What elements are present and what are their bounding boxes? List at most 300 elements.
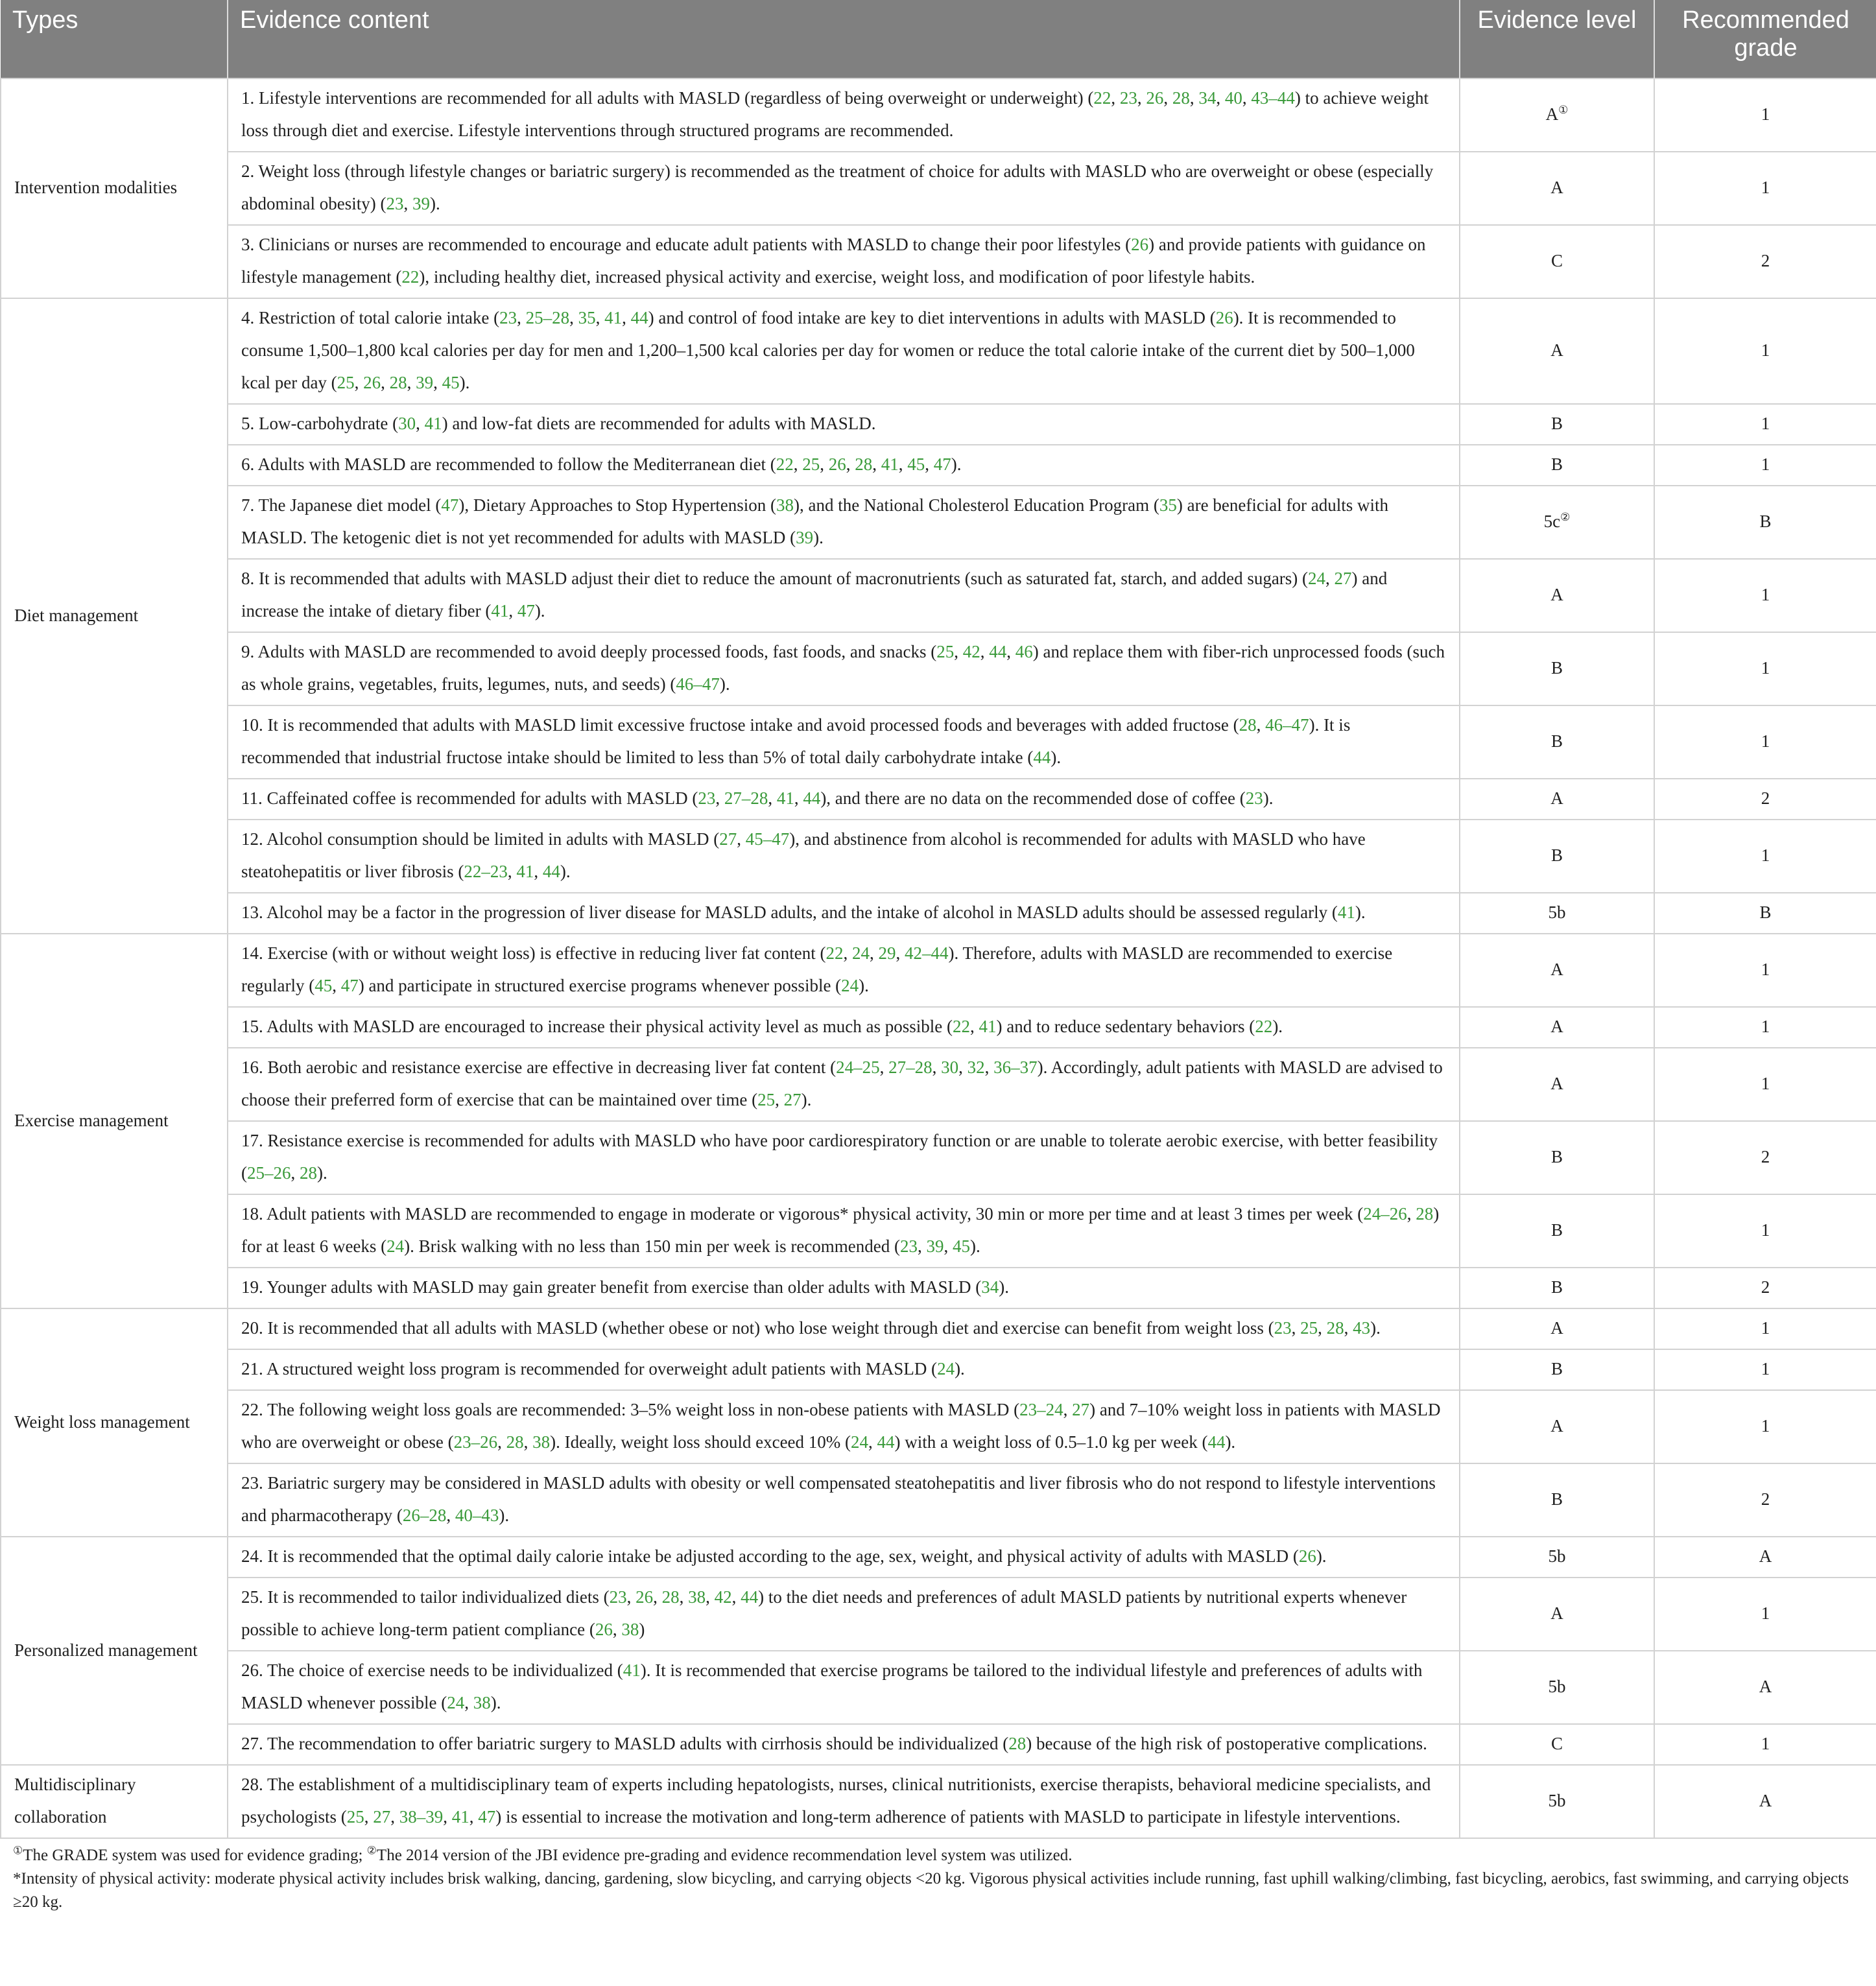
type-cell: Weight loss management (1, 1308, 228, 1537)
content-text: , (534, 862, 543, 881)
reference-link[interactable]: 39 (926, 1236, 944, 1256)
evidence-level-value: B (1550, 731, 1563, 751)
evidence-level-value: 5c (1543, 512, 1561, 531)
reference-link[interactable]: 41 (881, 455, 899, 474)
footnote-marker-1: ① (13, 1844, 23, 1857)
reference-link[interactable]: 42–44 (905, 943, 949, 963)
recommended-grade-cell: 1 (1654, 1308, 1876, 1349)
reference-link[interactable]: 41 (623, 1661, 641, 1680)
content-text: 19. Younger adults with MASLD may gain greater benefit from exercise than older adults with MASLD ( (241, 1277, 982, 1297)
reference-link[interactable]: 42 (962, 642, 980, 661)
evidence-level-value: C (1550, 1734, 1563, 1753)
reference-link[interactable]: 25 (337, 373, 355, 392)
evidence-content-cell (228, 486, 1460, 559)
evidence-level-value: A (1550, 1416, 1563, 1436)
reference-link[interactable]: 47 (340, 976, 359, 995)
table-row (1, 1537, 1876, 1578)
recommended-grade-cell: A (1654, 1765, 1876, 1838)
content-text: , (446, 1506, 455, 1525)
reference-link[interactable]: 28 (855, 455, 873, 474)
reference-link[interactable]: 26–28 (402, 1506, 447, 1525)
table-row (1, 152, 1876, 225)
reference-link[interactable]: 27 (719, 829, 737, 849)
content-text: 12. Alcohol consumption should be limited in adults with MASLD ( (241, 829, 720, 849)
reference-link[interactable]: 28 (1416, 1204, 1434, 1224)
reference-link[interactable]: 22 (825, 943, 844, 963)
content-text: , (932, 1058, 942, 1077)
reference-link[interactable]: 45 (953, 1236, 971, 1256)
reference-link[interactable]: 38 (473, 1693, 491, 1712)
reference-link[interactable]: 25 (346, 1807, 364, 1826)
reference-link[interactable]: 36–37 (993, 1058, 1038, 1077)
evidence-level-cell (1460, 445, 1654, 486)
recommended-grade-cell: B (1654, 893, 1876, 934)
reference-link[interactable]: 44 (877, 1432, 895, 1452)
reference-link[interactable]: 42 (714, 1587, 732, 1607)
content-text: ) (639, 1620, 645, 1639)
table-row (1, 893, 1876, 934)
reference-link[interactable]: 32 (967, 1058, 985, 1077)
evidence-content-cell (228, 820, 1460, 893)
header-row (1, 0, 1876, 78)
reference-link[interactable]: 47 (517, 601, 535, 621)
reference-link[interactable]: 38 (776, 495, 794, 515)
reference-link[interactable]: 27 (1334, 569, 1352, 588)
content-text: , (508, 601, 517, 621)
reference-link[interactable]: 24 (386, 1236, 405, 1256)
recommended-grade-cell: 1 (1654, 445, 1876, 486)
content-text: , (1111, 88, 1120, 108)
reference-link[interactable]: 30 (398, 414, 416, 433)
content-text: , (622, 308, 631, 327)
reference-link[interactable]: 43–44 (1251, 88, 1295, 108)
reference-link[interactable]: 45–47 (745, 829, 790, 849)
content-text: ), including healthy diet, increased physical activity and exercise, weight loss, and modification of poor lifestyle habits. (419, 267, 1255, 287)
evidence-level-value: A (1550, 340, 1563, 360)
evidence-level-value: A (1550, 1603, 1563, 1623)
table-row (1, 632, 1876, 705)
evidence-level-cell (1460, 225, 1654, 298)
recommended-grade-cell: 1 (1654, 820, 1876, 893)
reference-link[interactable]: 41 (1337, 903, 1355, 922)
content-text: ), Dietary Approaches to Stop Hypertension ( (458, 495, 777, 515)
reference-link[interactable]: 28 (389, 373, 407, 392)
recommended-grade-cell: 1 (1654, 78, 1876, 152)
content-text: ) is essential to increase the motivation and long-term adherence of patients with MASLD to participate in lifestyle interventions. (495, 1807, 1401, 1826)
content-text: ) because of the high risk of postoperative complications. (1026, 1734, 1427, 1753)
content-text: 22. The following weight loss goals are recommended: 3–5% weight loss in non-obese patients with MASLD ( (241, 1400, 1020, 1419)
reference-link[interactable]: 38 (532, 1432, 551, 1452)
evidence-level-value: B (1550, 1220, 1563, 1240)
content-text: , (626, 1587, 636, 1607)
evidence-level-cell (1460, 404, 1654, 445)
reference-link[interactable]: 26 (1215, 308, 1233, 327)
content-text: ) with a weight loss of 0.5–1.0 kg per week ( (894, 1432, 1208, 1452)
reference-link[interactable]: 44 (741, 1587, 759, 1607)
evidence-level-cell (1460, 1578, 1654, 1651)
evidence-level-cell (1460, 632, 1654, 705)
content-text: ). (1263, 788, 1274, 808)
content-text: , (958, 1058, 968, 1077)
content-text: , (464, 1693, 473, 1712)
content-text: , (984, 1058, 994, 1077)
reference-link[interactable]: 41 (451, 1807, 469, 1826)
reference-link[interactable]: 24 (447, 1693, 465, 1712)
evidence-content-cell (228, 1537, 1460, 1578)
reference-link[interactable]: 28 (1172, 88, 1190, 108)
evidence-level-value: 5b (1548, 1791, 1566, 1810)
table-row (1, 1651, 1876, 1724)
recommended-grade-cell: 1 (1654, 632, 1876, 705)
footnote-marker: ② (1560, 511, 1571, 523)
content-text: 6. Adults with MASLD are recommended to follow the Mediterranean diet ( (241, 455, 776, 474)
evidence-level-cell (1460, 1765, 1654, 1838)
reference-link[interactable]: 30 (941, 1058, 959, 1077)
evidence-content-cell (228, 225, 1460, 298)
type-cell: Exercise management (1, 934, 228, 1308)
header-types: Types (1, 0, 228, 78)
reference-link[interactable]: 39 (416, 373, 434, 392)
header-recommended-grade: Recommended grade (1654, 0, 1876, 78)
recommended-grade-cell: B (1654, 486, 1876, 559)
evidence-level-cell (1460, 705, 1654, 779)
reference-link[interactable]: 25–26 (247, 1163, 291, 1183)
reference-link[interactable]: 46–47 (1265, 715, 1309, 735)
recommended-grade-cell: 1 (1654, 1578, 1876, 1651)
content-text: , (291, 1163, 300, 1183)
reference-link[interactable]: 27 (1072, 1400, 1090, 1419)
reference-link[interactable]: 23 (1245, 788, 1263, 808)
footnote-marker-2: ② (366, 1844, 377, 1857)
evidence-content-cell (228, 445, 1460, 486)
content-text: ). (970, 1236, 980, 1256)
reference-link[interactable]: 28 (506, 1432, 524, 1452)
reference-link[interactable]: 40 (1224, 88, 1242, 108)
reference-link[interactable]: 23 (698, 788, 716, 808)
evidence-level-value: C (1550, 251, 1563, 270)
reference-link[interactable]: 25 (757, 1090, 776, 1109)
reference-link[interactable]: 47 (478, 1807, 496, 1826)
table-row (1, 1007, 1876, 1048)
content-text: , (1407, 1204, 1416, 1224)
reference-link[interactable]: 45 (907, 455, 925, 474)
reference-link[interactable]: 24 (937, 1359, 955, 1378)
content-text: 1. Lifestyle interventions are recommended for all adults with MASLD (regardless of being overweight or underweight) ( (241, 88, 1094, 108)
reference-link[interactable]: 27–28 (888, 1058, 932, 1077)
evidence-level-value: B (1550, 1489, 1563, 1509)
reference-link[interactable]: 22 (401, 267, 420, 287)
content-text: , (653, 1587, 662, 1607)
reference-link[interactable]: 46 (1015, 642, 1033, 661)
table-row (1, 445, 1876, 486)
reference-link[interactable]: 46–47 (676, 674, 720, 694)
content-text: ) and control of food intake are key to diet interventions in adults with MASLD ( (648, 308, 1216, 327)
table-row (1, 934, 1876, 1007)
reference-link[interactable]: 41 (491, 601, 509, 621)
reference-link[interactable]: 45 (442, 373, 460, 392)
type-cell: Intervention modalities (1, 78, 228, 298)
content-text: ). (459, 373, 470, 392)
evidence-level-cell (1460, 1268, 1654, 1308)
content-text: ) and replace them with fiber-rich unprocessed foods (such as whole grains, vegetables, fruits, legumes, nuts, and seeds) ( (241, 642, 1445, 694)
content-text: 13. Alcohol may be a factor in the progression of liver disease for MASLD adults, and the intake of alcohol in MASLD adults should be assessed regularly ( (241, 903, 1338, 922)
reference-link[interactable]: 47 (933, 455, 951, 474)
reference-link[interactable]: 44 (989, 642, 1007, 661)
reference-link[interactable]: 35 (1159, 495, 1177, 515)
content-text: ). (429, 194, 440, 213)
evidence-content-cell (228, 1390, 1460, 1463)
evidence-content-cell (228, 1765, 1460, 1838)
content-text: ). (999, 1277, 1010, 1297)
content-text: , (433, 373, 442, 392)
table-row (1, 404, 1876, 445)
recommended-grade-cell: 2 (1654, 225, 1876, 298)
evidence-level-cell (1460, 1349, 1654, 1390)
table-row (1, 298, 1876, 404)
evidence-level-value: B (1550, 455, 1563, 474)
reference-link[interactable]: 40–43 (455, 1506, 499, 1525)
evidence-level-value: B (1550, 1277, 1563, 1297)
reference-link[interactable]: 23 (1274, 1318, 1292, 1338)
content-text: 15. Adults with MASLD are encouraged to increase their physical activity level as much as possible ( (241, 1017, 953, 1036)
reference-link[interactable]: 28 (1008, 1734, 1027, 1753)
content-text: , (1137, 88, 1146, 108)
reference-link[interactable]: 39 (412, 194, 430, 213)
table-row (1, 225, 1876, 298)
footnote-intensity: *Intensity of physical activity: moderate physical activity includes brisk walking, dancing, gardening, slow bicycling, and carrying objects <20 kg. Vigorous physical activities include running, fast uphill walking/climbing, fast bicycling, aerobics, fast swimming, and carrying objects ≥20 kg. (13, 1870, 1849, 1911)
reference-link[interactable]: 44 (630, 308, 648, 327)
reference-link[interactable]: 41 (776, 788, 794, 808)
content-text: 8. It is recommended that adults with MASLD adjust their diet to reduce the amount of macronutrients (such as saturated fat, starch, and added sugars) ( (241, 569, 1309, 588)
table-row (1, 1308, 1876, 1349)
evidence-content-cell (228, 705, 1460, 779)
reference-link[interactable]: 45 (315, 976, 333, 995)
content-text: 23. Bariatric surgery may be considered in MASLD adults with obesity or well compensated steatohepatitis and liver fibrosis who do not respond to lifestyle interventions and pharmacotherapy ( (241, 1473, 1436, 1525)
reference-link[interactable]: 38 (621, 1620, 639, 1639)
reference-link[interactable]: 24 (1308, 569, 1326, 588)
table-row (1, 1724, 1876, 1765)
content-text: ) to the diet needs and preferences of adult MASLD patients by nutritional experts whenever possible to achieve long-term patient compliance ( (241, 1587, 1407, 1639)
reference-link[interactable]: 26 (363, 373, 381, 392)
content-text: , (898, 455, 908, 474)
evidence-level-cell (1460, 1651, 1654, 1724)
reference-link[interactable]: 24–26 (1363, 1204, 1407, 1224)
reference-link[interactable]: 47 (441, 495, 459, 515)
reference-link[interactable]: 23–24 (1019, 1400, 1063, 1419)
table-row (1, 1194, 1876, 1268)
reference-link[interactable]: 23 (499, 308, 517, 327)
content-text: , (1063, 1400, 1073, 1419)
content-text: 28. The establishment of a multidisciplinary team of experts including hepatologists, nurses, clinical nutritionists, exercise therapists, behavioral medicine specialists, and psychologists ( (241, 1775, 1431, 1826)
content-text: , (1216, 88, 1225, 108)
table-row (1, 820, 1876, 893)
reference-link[interactable]: 27 (373, 1807, 391, 1826)
reference-link[interactable]: 23 (1119, 88, 1137, 108)
table-footnotes (0, 1839, 1876, 1914)
footnote-grading (13, 1844, 1863, 1867)
reference-link[interactable]: 34 (981, 1277, 999, 1297)
content-text: ). (813, 528, 824, 547)
evidence-content-cell (228, 1121, 1460, 1194)
reference-link[interactable]: 25 (936, 642, 955, 661)
evidence-content-cell (228, 559, 1460, 632)
content-text: , (1325, 569, 1335, 588)
reference-link[interactable]: 23 (386, 194, 404, 213)
evidence-content-cell (228, 1007, 1460, 1048)
reference-link[interactable]: 26 (1131, 235, 1149, 254)
reference-link[interactable]: 43 (1353, 1318, 1371, 1338)
reference-link[interactable]: 41 (604, 308, 623, 327)
evidence-level-value: B (1550, 414, 1563, 433)
reference-link[interactable]: 39 (796, 528, 814, 547)
content-text: ) and participate in structured exercise programs whenever possible ( (358, 976, 842, 995)
reference-link[interactable]: 28 (1326, 1318, 1344, 1338)
evidence-content-cell (228, 934, 1460, 1007)
evidence-content-cell (228, 1578, 1460, 1651)
reference-link[interactable]: 44 (1207, 1432, 1226, 1452)
header-evidence-content: Evidence content (228, 0, 1460, 78)
table-row (1, 1268, 1876, 1308)
reference-link[interactable]: 27–28 (724, 788, 768, 808)
reference-link[interactable]: 22 (1255, 1017, 1273, 1036)
evidence-content-cell (228, 1724, 1460, 1765)
table-row (1, 1121, 1876, 1194)
content-text: , (595, 308, 605, 327)
content-text: 4. Restriction of total calorie intake ( (241, 308, 500, 327)
evidence-level-value: A (1550, 788, 1563, 808)
reference-link[interactable]: 24 (841, 976, 859, 995)
reference-link[interactable]: 23 (900, 1236, 918, 1256)
table-row (1, 1048, 1876, 1121)
recommended-grade-cell: 2 (1654, 1121, 1876, 1194)
evidence-level-value: 5b (1548, 903, 1566, 922)
reference-link[interactable]: 41 (424, 414, 442, 433)
content-text: , (737, 829, 746, 849)
recommended-grade-cell: 2 (1654, 779, 1876, 820)
reference-link[interactable]: 38 (688, 1587, 706, 1607)
evidence-content-cell (228, 779, 1460, 820)
reference-link[interactable]: 23 (609, 1587, 627, 1607)
reference-link[interactable]: 44 (542, 862, 560, 881)
content-text: , (416, 414, 425, 433)
evidence-level-cell (1460, 1724, 1654, 1765)
evidence-level-value: B (1550, 845, 1563, 865)
reference-link[interactable]: 38–39 (399, 1807, 444, 1826)
reference-link[interactable]: 26 (595, 1620, 613, 1639)
evidence-level-cell (1460, 779, 1654, 820)
type-cell: Personalized management (1, 1537, 228, 1765)
content-text: ). It is recommended that industrial fructose intake should be limited to less than 5% of total daily carbohydrate intake ( (241, 715, 1351, 767)
evidence-level-cell (1460, 934, 1654, 1007)
content-text: , (1256, 715, 1266, 735)
type-cell: Diet management (1, 298, 228, 934)
evidence-level-cell (1460, 1390, 1654, 1463)
evidence-level-value: B (1550, 658, 1563, 678)
evidence-level-value: A (1550, 1318, 1563, 1338)
recommended-grade-cell: 1 (1654, 152, 1876, 225)
evidence-content-cell (228, 78, 1460, 152)
reference-link[interactable]: 22 (952, 1017, 970, 1036)
content-text: , (443, 1807, 452, 1826)
content-text: , (403, 194, 412, 213)
content-text: ) to achieve weight loss through diet and exercise. Lifestyle interventions through structured programs are recommended. (241, 88, 1429, 140)
reference-link[interactable]: 26 (635, 1587, 654, 1607)
evidence-level-value: A (1545, 104, 1559, 124)
reference-link[interactable]: 41 (979, 1017, 997, 1036)
reference-link[interactable]: 24 (851, 1432, 869, 1452)
content-text: , (794, 788, 803, 808)
footnote-text-1: The GRADE system was used for evidence grading; (23, 1847, 367, 1864)
table-row (1, 1463, 1876, 1537)
content-text: 14. Exercise (with or without weight loss) is effective in reducing liver fat content ( (241, 943, 826, 963)
reference-link[interactable]: 34 (1198, 88, 1217, 108)
recommended-grade-cell: 1 (1654, 404, 1876, 445)
reference-link[interactable]: 25 (802, 455, 820, 474)
reference-link[interactable]: 23–26 (453, 1432, 498, 1452)
content-text: ). (859, 976, 869, 995)
evidence-level-cell (1460, 1463, 1654, 1537)
reference-link[interactable]: 35 (578, 308, 596, 327)
reference-link[interactable]: 25 (1300, 1318, 1318, 1338)
evidence-level-cell (1460, 1048, 1654, 1121)
content-text: , (469, 1807, 479, 1826)
reference-link[interactable]: 27 (783, 1090, 801, 1109)
content-text: , (775, 1090, 784, 1109)
reference-link[interactable]: 24–25 (836, 1058, 880, 1077)
reference-link[interactable]: 22 (776, 455, 794, 474)
content-text: ), and the National Cholesterol Education Program ( (794, 495, 1159, 515)
reference-link[interactable]: 44 (1033, 748, 1051, 767)
reference-link[interactable]: 22–23 (464, 862, 508, 881)
reference-link[interactable]: 28 (1239, 715, 1257, 735)
reference-link[interactable]: 22 (1093, 88, 1111, 108)
reference-link[interactable]: 24 (852, 943, 870, 963)
reference-link[interactable]: 29 (878, 943, 896, 963)
content-text: ). It is recommended to consume 1,500–1,800 kcal calories per day for men and 1,200–1,500 kcal calories per day for women or reduce the total calorie intake of the current diet by 500–1,000 kcal per day ( (241, 308, 1415, 392)
content-text: , (896, 943, 905, 963)
evidence-level-value: A (1550, 1017, 1563, 1036)
content-text: 11. Caffeinated coffee is recommended for adults with MASLD ( (241, 788, 698, 808)
content-text: ). (1316, 1546, 1327, 1566)
reference-link[interactable]: 28 (300, 1163, 317, 1183)
reference-link[interactable]: 26 (1298, 1546, 1316, 1566)
reference-link[interactable]: 28 (661, 1587, 680, 1607)
reference-link[interactable]: 26 (828, 455, 846, 474)
content-text: ). (719, 674, 730, 694)
content-text: , (870, 943, 879, 963)
reference-link[interactable]: 25–28 (525, 308, 570, 327)
recommended-grade-cell: 1 (1654, 298, 1876, 404)
reference-link[interactable]: 26 (1146, 88, 1164, 108)
recommended-grade-cell: 1 (1654, 1194, 1876, 1268)
content-text: , (879, 1058, 889, 1077)
evidence-level-cell (1460, 1537, 1654, 1578)
content-text: , (944, 1236, 953, 1256)
content-text: 9. Adults with MASLD are recommended to avoid deeply processed foods, fast foods, and snacks ( (241, 642, 937, 661)
content-text: ). Ideally, weight loss should exceed 10% ( (550, 1432, 851, 1452)
recommended-grade-cell: 2 (1654, 1463, 1876, 1537)
table-row (1, 78, 1876, 152)
evidence-content-cell (228, 1308, 1460, 1349)
reference-link[interactable]: 44 (803, 788, 821, 808)
reference-link[interactable]: 41 (516, 862, 534, 881)
table-row (1, 486, 1876, 559)
content-text: , (1242, 88, 1252, 108)
recommended-grade-cell: A (1654, 1651, 1876, 1724)
content-text: 24. It is recommended that the optimal daily calorie intake be adjusted according to the age, sex, weight, and physical activity of adults with MASLD ( (241, 1546, 1299, 1566)
content-text: ). (1225, 1432, 1236, 1452)
content-text: , (846, 455, 855, 474)
